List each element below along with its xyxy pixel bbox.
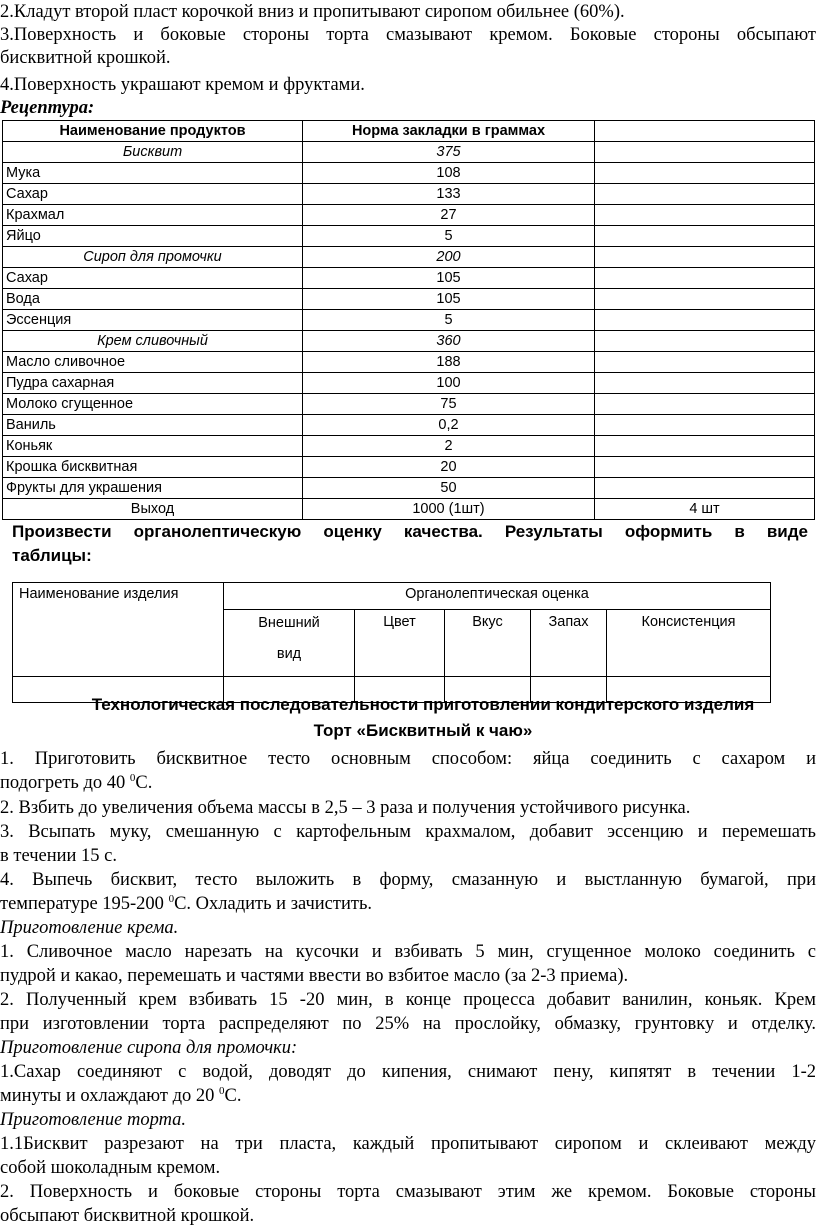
recipe-product-value: 108	[303, 163, 595, 184]
recipe-output-value: 1000 (1шт)	[303, 499, 595, 520]
recipe-product-name: Сахар	[3, 268, 303, 289]
recipe-output-extra: 4 шт	[595, 499, 815, 520]
recipe-section-row	[3, 247, 815, 268]
evaluation-col-product: Наименование изделия	[13, 583, 224, 677]
tech-step-4-text: температуре 195-200	[0, 894, 169, 914]
evaluation-sub-appearance-line2: вид	[276, 646, 302, 662]
recipe-extra-cell	[595, 415, 815, 436]
tech-step-4-line1: 4. Выпечь бисквит, тесто выложить в форму, смазанную и выстланную бумагой, при	[0, 870, 816, 890]
recipe-product-name: Мука	[3, 163, 303, 184]
evaluation-table	[12, 582, 771, 703]
cake-step-2-line1: 2. Поверхность и боковые стороны торта смазывают этим же кремом. Боковые стороны	[0, 1182, 816, 1202]
cream-step-2-line2: при изготовлении торта распределяют по 25% на прослойку, обмазку, грунтовку и отделку.	[0, 1014, 816, 1034]
syrup-step-1-line1: 1.Сахар соединяют с водой, доводят до кипения, снимают пену, кипятят в течении 1-2	[0, 1062, 816, 1082]
recipe-row	[3, 184, 815, 205]
recipe-section-row	[3, 142, 815, 163]
technology-title: Технологическая последовательности приготовлении кондитерского изделия	[91, 695, 755, 714]
recipe-extra-cell	[595, 394, 815, 415]
evaluation-header-row	[13, 583, 771, 610]
recipe-product-name: Крошка бисквитная	[3, 457, 303, 478]
syrup-step-1-text: минуты и охлаждают до 20	[0, 1086, 220, 1106]
tech-step-4-line2	[0, 893, 816, 916]
evaluation-col-organoleptic: Органолептическая оценка	[224, 583, 771, 610]
tech-step-1-line2	[0, 772, 816, 795]
recipe-product-name: Коньяк	[3, 436, 303, 457]
recipe-product-value: 100	[303, 373, 595, 394]
recipe-row	[3, 415, 815, 436]
tech-step-2: 2. Взбить до увеличения объема массы в 2,5 – 3 раза и получения устойчивого рисунка.	[0, 798, 691, 818]
recipe-row	[3, 205, 815, 226]
evaluation-heading-line2: таблицы:	[12, 546, 92, 565]
recipe-section-value: 375	[303, 142, 595, 163]
recipe-row	[3, 394, 815, 415]
recipe-table	[2, 120, 815, 520]
intro-step-3-line1: 3.Поверхность и боковые стороны торта смазывают кремом. Боковые стороны обсыпают	[0, 25, 816, 45]
recipe-section-name: Крем сливочный	[3, 331, 303, 352]
evaluation-sub-appearance-line1: Внешний	[258, 615, 320, 631]
degree-sup: 0	[168, 892, 175, 905]
evaluation-sub-consistency: Консистенция	[607, 610, 771, 677]
recipe-extra-cell	[595, 373, 815, 394]
degree-sup: 0	[219, 1084, 225, 1097]
recipe-extra-cell	[595, 478, 815, 499]
recipe-product-name: Масло сливочное	[3, 352, 303, 373]
recipe-product-value: 133	[303, 184, 595, 205]
technology-subtitle: Торт «Бисквитный к чаю»	[313, 721, 533, 740]
recipe-product-name: Сахар	[3, 184, 303, 205]
recipe-extra-cell	[595, 142, 815, 163]
tech-step-1-line1: 1. Приготовить бисквитное тесто основным способом: яйца соединить с сахаром и	[0, 749, 816, 769]
cream-step-2-line1: 2. Полученный крем взбивать 15 -20 мин, в конце процесса добавит ванилин, коньяк. Крем	[0, 990, 816, 1010]
recipe-product-value: 5	[303, 310, 595, 331]
evaluation-heading-line1: Произвести органолептическую оценку качества. Результаты оформить в виде	[12, 522, 808, 541]
cake-step-1-line2: собой шоколадным кремом.	[0, 1158, 221, 1178]
tech-step-1-text: подогреть до 40	[0, 773, 130, 793]
cream-step-1-line1: 1. Сливочное масло нарезать на кусочки и взбивать 5 мин, сгущенное молоко соединить с	[0, 942, 816, 962]
cake-step-1-line1: 1.1Бисквит разрезают на три пласта, каждый пропитывают сиропом и склеивают между	[0, 1134, 816, 1154]
recipe-label: Рецептура:	[0, 98, 95, 118]
recipe-product-value: 188	[303, 352, 595, 373]
evaluation-sub-color: Цвет	[355, 610, 445, 677]
evaluation-sub-smell: Запах	[531, 610, 607, 677]
cream-step-1-line2: пудрой и какао, перемешать и частями ввести во взбитое масло (за 2-3 приема).	[0, 966, 629, 986]
recipe-header-norm: Норма закладки в граммах	[303, 121, 595, 142]
recipe-extra-cell	[595, 247, 815, 268]
recipe-product-value: 0,2	[303, 415, 595, 436]
recipe-row	[3, 352, 815, 373]
recipe-section-value: 200	[303, 247, 595, 268]
cake-step-2-line2: обсыпают бисквитной крошкой.	[0, 1206, 255, 1226]
recipe-extra-cell	[595, 226, 815, 247]
recipe-product-value: 50	[303, 478, 595, 499]
cake-heading: Приготовление торта.	[0, 1110, 187, 1130]
recipe-product-name: Крахмал	[3, 205, 303, 226]
recipe-product-name: Яйцо	[3, 226, 303, 247]
intro-step-4: 4.Поверхность украшают кремом и фруктами.	[0, 75, 365, 95]
recipe-product-value: 20	[303, 457, 595, 478]
recipe-extra-cell	[595, 457, 815, 478]
recipe-product-name: Эссенция	[3, 310, 303, 331]
recipe-row	[3, 268, 815, 289]
recipe-row	[3, 163, 815, 184]
cream-heading: Приготовление крема.	[0, 918, 179, 938]
recipe-extra-cell	[595, 289, 815, 310]
recipe-output-row	[3, 499, 815, 520]
recipe-extra-cell	[595, 310, 815, 331]
intro-step-3-line2: бисквитной крошкой.	[0, 48, 171, 68]
recipe-row	[3, 310, 815, 331]
evaluation-heading	[12, 520, 808, 568]
degree-sup: 0	[129, 771, 136, 784]
recipe-product-name: Фрукты для украшения	[3, 478, 303, 499]
recipe-extra-cell	[595, 352, 815, 373]
recipe-row	[3, 436, 815, 457]
recipe-product-value: 27	[303, 205, 595, 226]
tech-step-3-line2: в течении 15 с.	[0, 846, 117, 866]
recipe-row	[3, 478, 815, 499]
recipe-product-value: 2	[303, 436, 595, 457]
recipe-product-value: 105	[303, 268, 595, 289]
recipe-header-empty	[595, 121, 815, 142]
recipe-row	[3, 373, 815, 394]
tech-step-3-line1: 3. Всыпать муку, смешанную с картофельным крахмалом, добавит эссенцию и перемешать	[0, 822, 816, 842]
recipe-extra-cell	[595, 163, 815, 184]
recipe-product-value: 75	[303, 394, 595, 415]
recipe-product-name: Пудра сахарная	[3, 373, 303, 394]
recipe-section-name: Бисквит	[3, 142, 303, 163]
recipe-product-value: 105	[303, 289, 595, 310]
evaluation-sub-taste: Вкус	[445, 610, 531, 677]
syrup-step-1-line2	[0, 1085, 816, 1108]
recipe-extra-cell	[595, 268, 815, 289]
recipe-output-label: Выход	[3, 499, 303, 520]
tech-step-1-unit: С.	[135, 773, 153, 793]
recipe-row	[3, 289, 815, 310]
recipe-extra-cell	[595, 184, 815, 205]
recipe-product-name: Молоко сгущенное	[3, 394, 303, 415]
recipe-product-name: Вода	[3, 289, 303, 310]
recipe-header-row	[3, 121, 815, 142]
recipe-row	[3, 226, 815, 247]
recipe-section-name: Сироп для промочки	[3, 247, 303, 268]
recipe-header-name: Наименование продуктов	[3, 121, 303, 142]
recipe-extra-cell	[595, 331, 815, 352]
recipe-section-row	[3, 331, 815, 352]
recipe-section-value: 360	[303, 331, 595, 352]
recipe-product-value: 5	[303, 226, 595, 247]
evaluation-sub-appearance	[224, 610, 355, 677]
syrup-step-1-unit: С.	[224, 1086, 242, 1106]
recipe-extra-cell	[595, 436, 815, 457]
intro-step-2: 2.Кладут второй пласт корочкой вниз и пропитывают сиропом обильнее (60%).	[0, 2, 625, 22]
recipe-extra-cell	[595, 205, 815, 226]
syrup-heading: Приготовление сиропа для промочки:	[0, 1038, 298, 1058]
recipe-product-name: Ваниль	[3, 415, 303, 436]
tech-step-4-tail: С. Охладить и зачистить.	[174, 894, 373, 914]
recipe-row	[3, 457, 815, 478]
